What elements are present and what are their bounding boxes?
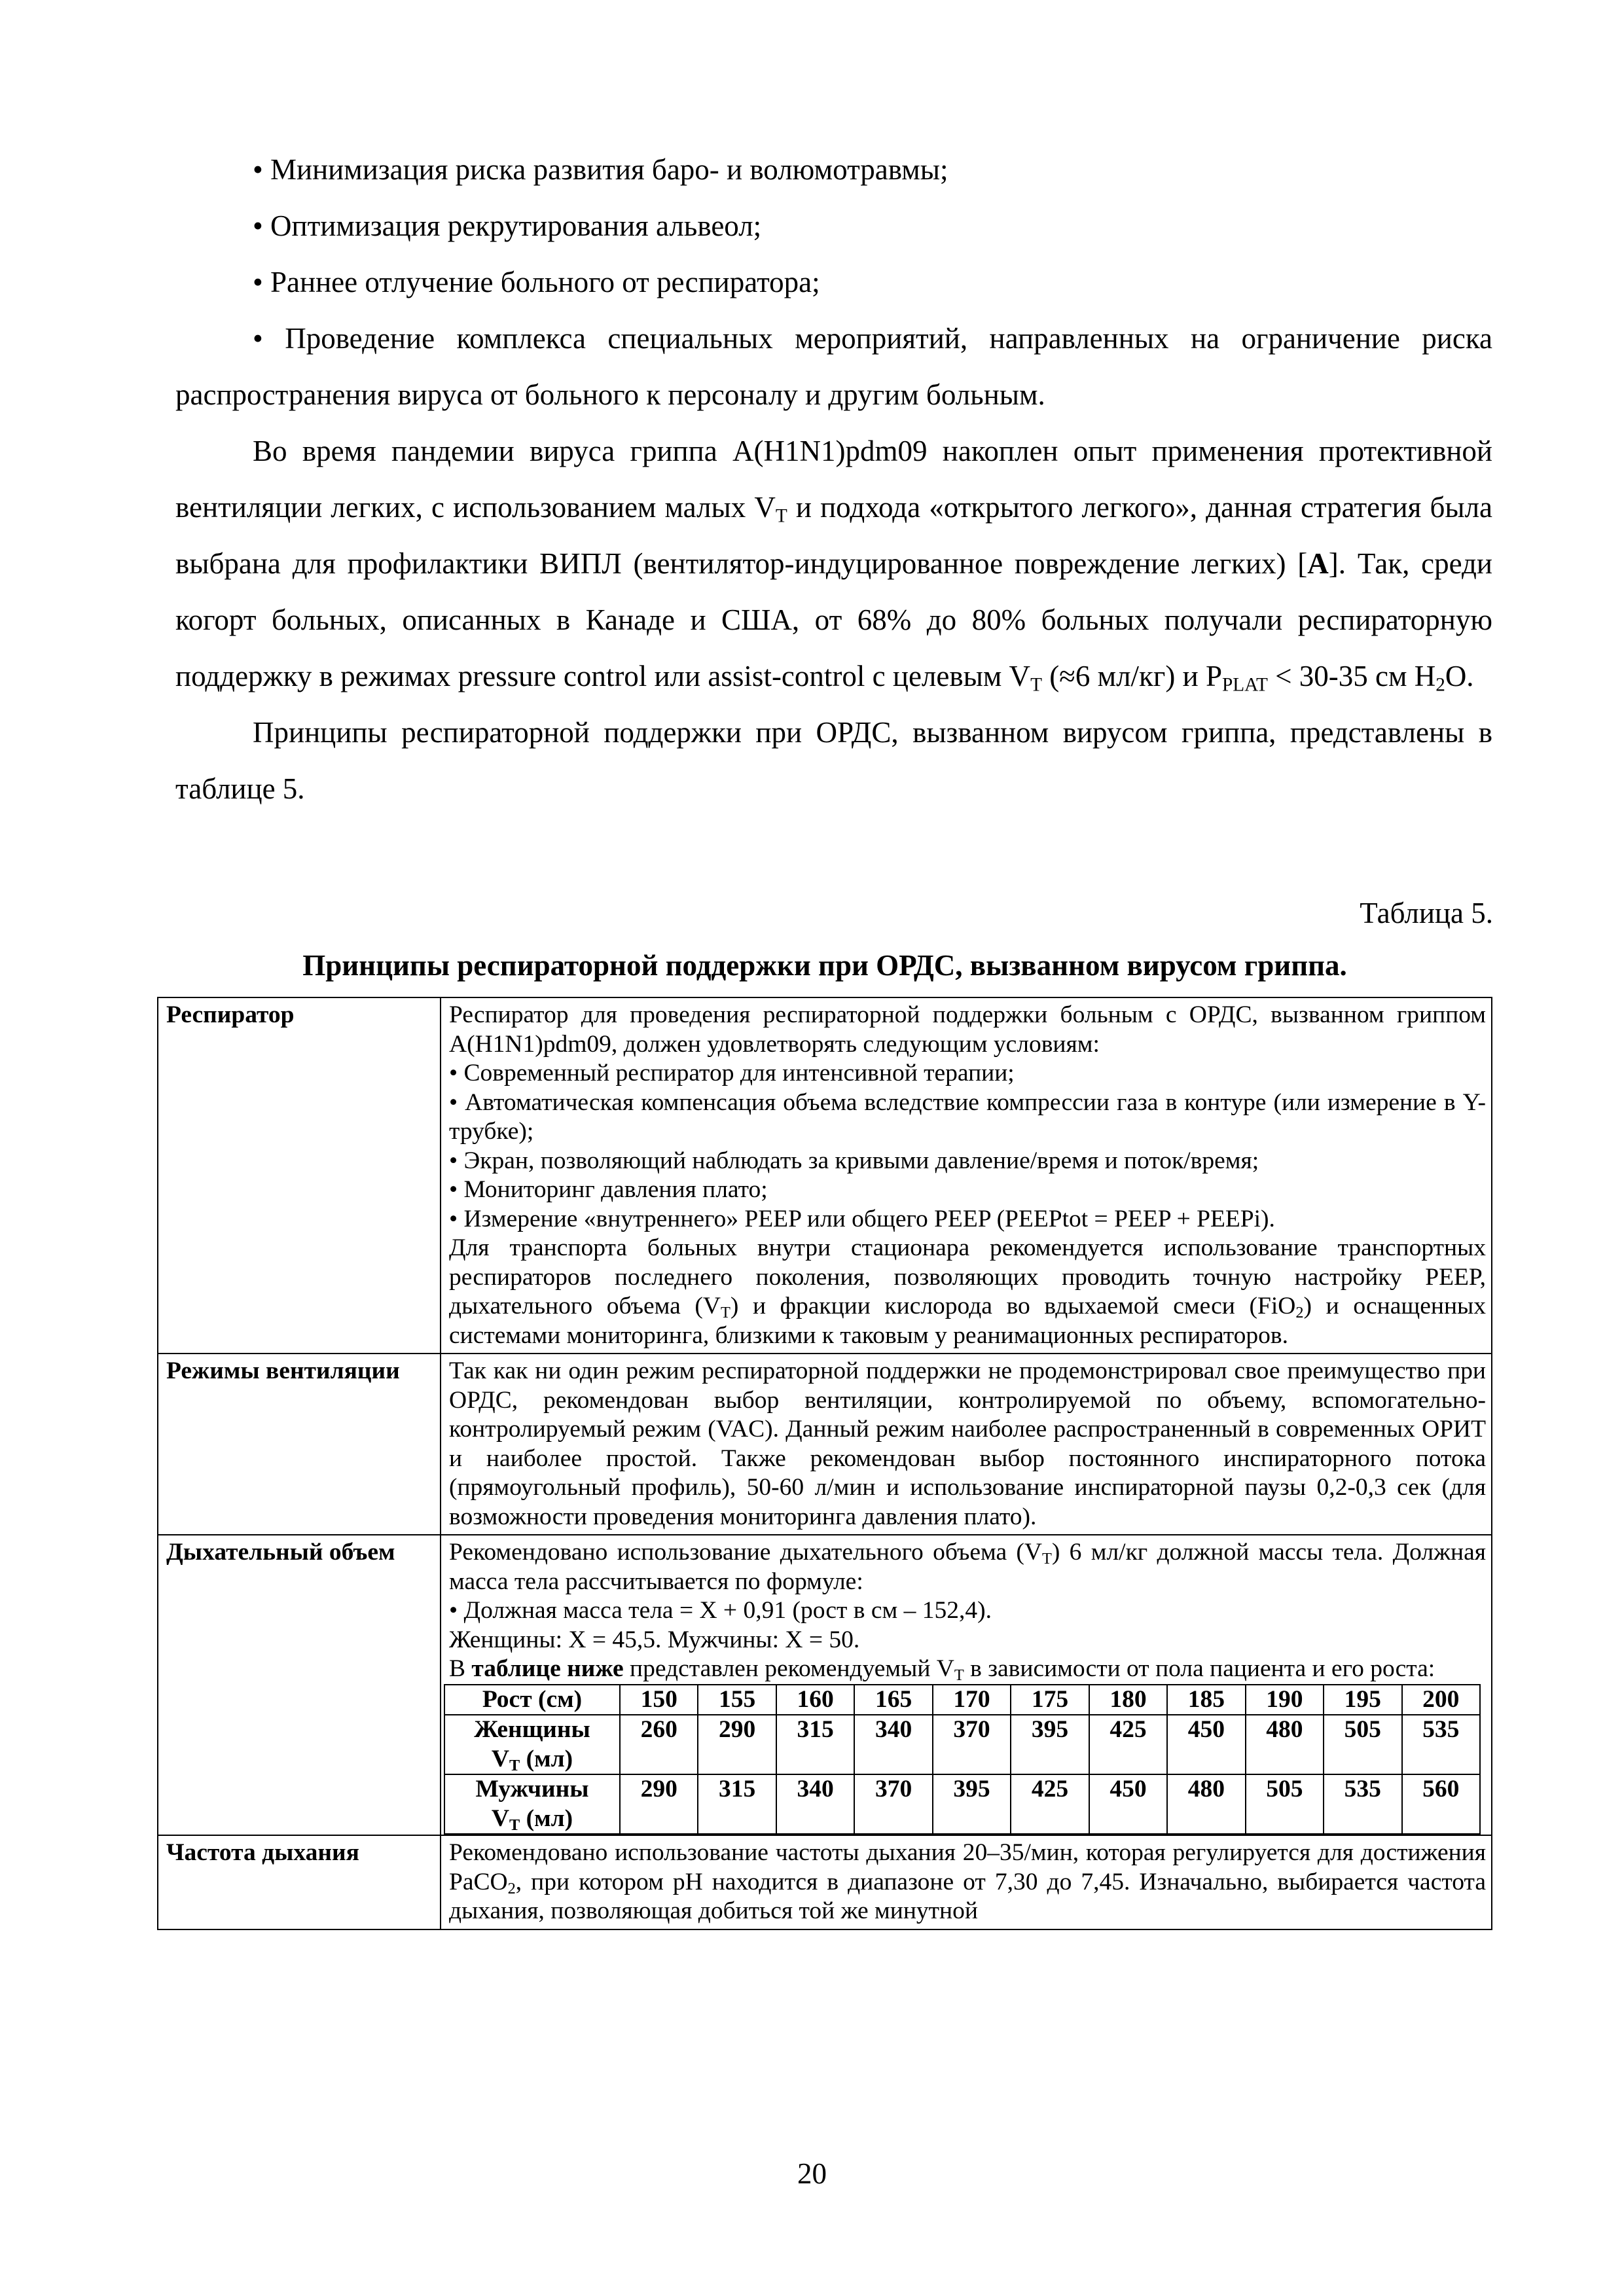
table-cell: 170 bbox=[933, 1685, 1011, 1715]
bullet-item: • Раннее отлучение больного от респиратора; bbox=[253, 266, 820, 298]
bullet-item: • Минимизация риска развития баро- и волюмотравмы; bbox=[253, 153, 948, 186]
table-cell: 150 bbox=[620, 1685, 698, 1715]
table-row-women bbox=[444, 1715, 1480, 1774]
table-row-height bbox=[444, 1685, 1480, 1715]
row-header: Женщины $V_T$ (мл) bbox=[444, 1715, 620, 1774]
table-cell: 450 bbox=[1167, 1715, 1245, 1774]
row-header: Рост (см) bbox=[444, 1685, 620, 1715]
list-item: • Экран, позволяющий наблюдать за кривыми давление/время и поток/время; bbox=[449, 1147, 1259, 1174]
table-cell: 560 bbox=[1402, 1774, 1480, 1834]
table-cell: 395 bbox=[1011, 1715, 1089, 1774]
table-cell: 505 bbox=[1324, 1715, 1401, 1774]
table-cell: 185 bbox=[1167, 1685, 1245, 1715]
table-cell: 195 bbox=[1324, 1685, 1401, 1715]
table-cell: 165 bbox=[854, 1685, 932, 1715]
table-cell: 370 bbox=[933, 1715, 1011, 1774]
table-cell: 315 bbox=[698, 1774, 776, 1834]
page-number: 20 bbox=[797, 2157, 827, 2190]
list-item: • Измерение «внутреннего» PEEP или общего PEEP (PEEPtot = PEEP + PEEPi). bbox=[449, 1205, 1275, 1232]
table-cell: 155 bbox=[698, 1685, 776, 1715]
list-item: • Мониторинг давления плато; bbox=[449, 1176, 768, 1203]
tidal-volume-table bbox=[444, 1684, 1481, 1835]
row-content: Рекомендовано использование частоты дыхания 20–35/мин, которая регулируется для достижения PaCO$_2$, при котором pH находится в диапазоне от 7,30 до 7,45. Изначально, выбирается частота дыхания, позволяющая добиться той же минутной bbox=[441, 1835, 1492, 1929]
transport-text: Для транспорта больных внутри стационара рекомендуется использование транспортных респираторов последнего поколения, позволяющих проводить точную настройку PEEP, дыхательного объема $(V_T)$ и фракции кислорода во вдыхаемой смеси (FiO$_2$) и оснащенных системами мониторинга, близкими к таковым у реанимационных респираторов. bbox=[449, 1234, 1486, 1349]
table-cell: 480 bbox=[1246, 1715, 1324, 1774]
table-cell: 260 bbox=[620, 1715, 698, 1774]
body-text bbox=[175, 141, 1492, 817]
table-cell: 505 bbox=[1246, 1774, 1324, 1834]
paragraph-principles: Принципы респираторной поддержки при ОРДС, вызванном вирусом гриппа, представлены в таблице 5. bbox=[175, 716, 1492, 805]
table-cell: 370 bbox=[854, 1774, 932, 1834]
list-item: • Автоматическая компенсация объема вследствие компрессии газа в контуре (или измерение в Y-трубке); bbox=[449, 1088, 1486, 1145]
table-cell: 535 bbox=[1402, 1715, 1480, 1774]
table-row-tidal-volume bbox=[158, 1535, 1492, 1835]
table-row-respirator bbox=[158, 997, 1492, 1354]
bullet-item: • Проведение комплекса специальных мероприятий, направленных на ограничение риска распространения вируса от больного к персоналу и другим больным. bbox=[175, 322, 1492, 411]
table-cell: 450 bbox=[1089, 1774, 1167, 1834]
table-cell: 340 bbox=[776, 1774, 854, 1834]
table-cell: 425 bbox=[1089, 1715, 1167, 1774]
table-cell: 190 bbox=[1246, 1685, 1324, 1715]
table-row-rate bbox=[158, 1835, 1492, 1929]
table-cell: 315 bbox=[776, 1715, 854, 1774]
principles-table bbox=[157, 997, 1492, 1930]
row-label: Частота дыхания bbox=[158, 1835, 441, 1929]
paragraph-protective-ventilation: Во время пандемии вируса гриппа А(H1N1)pdm09 накоплен опыт применения протективной вентиляции легких, с использованием малых $V_T$ и подхода «открытого легкого», данная стратегия была выбрана для профилактики ВИПЛ (вентилятор-индуцированное повреждение легких) [А]. Так, среди когорт больных, описанных в Канаде и США, от 68% до 80% больных получали респираторную поддержку в режимах pressure control или assist-control с целевым $V_T$ (≈6 мл/кг) и $P_{PLAT} < 30-35$ см $H_2O$. bbox=[175, 435, 1493, 696]
table-number: Таблица 5. bbox=[1360, 897, 1493, 929]
row-label: Респиратор bbox=[158, 997, 441, 1354]
table-row-modes bbox=[158, 1354, 1492, 1535]
row-header: Мужчины $V_T$ (мл) bbox=[444, 1774, 620, 1834]
table-cell: 180 bbox=[1089, 1685, 1167, 1715]
row-label: Дыхательный объем bbox=[158, 1535, 441, 1835]
table-cell: 290 bbox=[620, 1774, 698, 1834]
list-item: • Современный респиратор для интенсивной терапии; bbox=[449, 1060, 1015, 1086]
row-content: Рекомендовано использование дыхательного объема $(V_T)$ 6 мл/кг должной массы тела. Должная масса тела рассчитывается по формуле: • Должная масса тела = X + 0,91 (рост в см – 152,4). Женщины: X = 45,5. Мужчины: X = 50. В таблице ниже представлен рекомендуемый $V_T$ в зависимости от пола пациента и его роста: Рост (см) 150 155 160 165 170 175 180 185 190 195 200 Женщины $V_T$ (мл) 260 290 315 340 370 395 425 450 480 505 535 Мужчины $V_T$ (мл) 290 315 340 370 395 425 450 480 505 535 560 bbox=[441, 1535, 1492, 1835]
table-row-men bbox=[444, 1774, 1480, 1834]
table-cell: 395 bbox=[933, 1774, 1011, 1834]
row-content: Так как ни один режим респираторной поддержки не продемонстрировал свое преимущество при ОРДС, рекомендован выбор вентиляции, контролируемой по объему, вспомогательно-контролируемый режим (VAC). Данный режим наиболее распространенный в современных ОРИТ и наиболее простой. Также рекомендован выбор постоянного инспираторного потока (прямоугольный профиль), 50-60 л/мин и использование инспираторной паузы 0,2-0,3 сек (для возможности проведения мониторинга давления плато). bbox=[441, 1354, 1492, 1535]
table-cell: 200 bbox=[1402, 1685, 1480, 1715]
table-cell: 290 bbox=[698, 1715, 776, 1774]
row-content: Респиратор для проведения респираторной поддержки больным с ОРДС, вызванном гриппом А(H1N1)pdm09, должен удовлетворять следующим условиям: • Современный респиратор для интенсивной терапии; • Автоматическая компенсация объема вследствие компрессии газа в контуре (или измерение в Y-трубке); • Экран, позволяющий наблюдать за кривыми давление/время и поток/время; • Мониторинг давления плато; • Измерение «внутреннего» PEEP или общего PEEP (PEEPtot = PEEP + PEEPi). Для транспорта больных внутри стационара рекомендуется использование транспортных респираторов последнего поколения, позволяющих проводить точную настройку PEEP, дыхательного объема $(V_T)$ и фракции кислорода во вдыхаемой смеси (FiO$_2$) и оснащенных системами мониторинга, близкими к таковым у реанимационных респираторов. bbox=[441, 997, 1492, 1354]
table-cell: 175 bbox=[1011, 1685, 1089, 1715]
formula-text: • Должная масса тела = X + 0,91 (рост в см – 152,4). bbox=[449, 1597, 992, 1624]
table-cell: 160 bbox=[776, 1685, 854, 1715]
table-cell: 535 bbox=[1324, 1774, 1401, 1834]
bullet-item: • Оптимизация рекрутирования альвеол; bbox=[253, 209, 762, 242]
row-label: Режимы вентиляции bbox=[158, 1354, 441, 1535]
table-cell: 340 bbox=[854, 1715, 932, 1774]
table-title: Принципы респираторной поддержки при ОРДС, вызванном вирусом гриппа. bbox=[302, 949, 1347, 982]
table-cell: 425 bbox=[1011, 1774, 1089, 1834]
table-cell: 480 bbox=[1167, 1774, 1245, 1834]
